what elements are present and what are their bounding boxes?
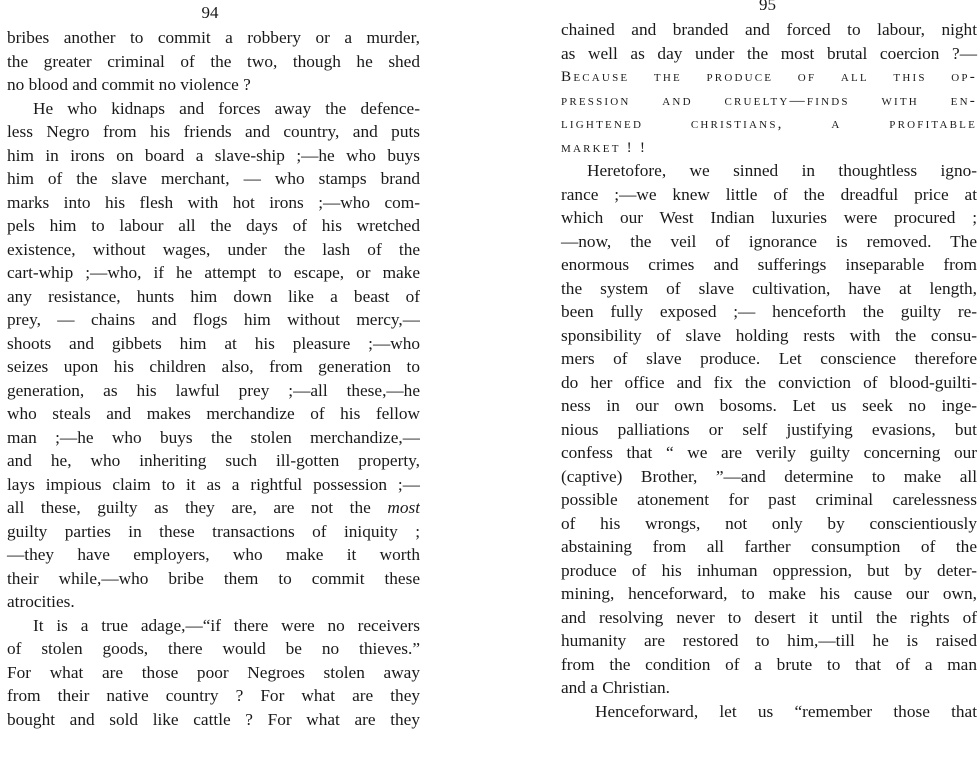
text-line: their while,—who bribe them to commit these <box>7 568 420 588</box>
text-line: bought and sold like cattle ? For what are they <box>7 709 420 729</box>
text-line: rance ;—we knew little of the dreadful price at <box>561 184 977 204</box>
text-line: He who kidnaps and forces away the defence- <box>33 98 420 118</box>
text-line: cart-whip ;—who, if he attempt to escape, or make <box>7 263 420 282</box>
emphasis-line: Because the produce of all this op- <box>561 68 977 85</box>
text-line: (captive) Brother, ”—and determine to make all <box>561 466 977 486</box>
text-line: Henceforward, let us “remember those that <box>595 701 977 721</box>
emphasis-line: lightened christians, a profitable <box>561 115 977 132</box>
text-line: guilty parties in these transactions of iniquity ; <box>7 521 420 541</box>
text-line: sponsibility of slave holding rests with the consu- <box>561 325 977 345</box>
text-line: Heretofore, we sinned in thoughtless igno- <box>587 161 977 180</box>
text-line: marks into his flesh with hot irons ;—who com- <box>7 192 420 212</box>
text-line <box>7 496 420 520</box>
text-line: prey, — chains and flogs him without mercy,— <box>7 310 420 329</box>
text-line: bribes another to commit a robbery or a murder, <box>7 28 420 47</box>
page-text <box>0 26 420 731</box>
emphasis-line: market ! ! <box>561 138 648 156</box>
text-line: from their native country ? For what are they <box>7 686 420 705</box>
left-page <box>0 0 420 775</box>
page-number: 94 <box>201 3 219 22</box>
emphasis-line: pression and cruelty—finds with en- <box>561 91 977 109</box>
text-line: of his wrongs, not only by conscientiously <box>561 513 977 533</box>
text-line: seizes upon his children also, from generation to <box>7 357 420 376</box>
text-line-start: all these, guilty as they are, are not the <box>7 498 388 517</box>
text-line: and resolving never to desert it until the rights of <box>561 607 977 627</box>
text-line: of stolen goods, there would be no thieves.” <box>7 639 420 658</box>
text-line: him of the slave merchant, — who stamps brand <box>7 169 420 188</box>
text-line: existence, without wages, under the lash of the <box>7 239 420 259</box>
text-line: —they have employers, who make it worth <box>7 545 420 564</box>
text-line: from the condition of a brute to that of a man <box>561 654 977 674</box>
text-line: him in irons on board a slave-ship ;—he who buys <box>7 145 420 165</box>
text-line: lays impious claim to it as a rightful possession ;— <box>7 474 420 494</box>
text-line: abstaining from all farther consumption of the <box>561 537 977 556</box>
page-text <box>555 18 980 723</box>
text-line: confess that “ we are verily guilty concerning our <box>561 443 977 462</box>
text-line: —now, the veil of ignorance is removed. The <box>561 231 977 251</box>
emphasis-word: most <box>387 498 420 517</box>
text-line: been fully exposed ;— henceforth the guilty re- <box>561 302 977 321</box>
text-line: and a Christian. <box>561 678 670 697</box>
text-line: as well as day under the most brutal coercion ?— <box>561 43 977 63</box>
text-line: the greater criminal of the two, though he shed <box>7 51 420 71</box>
page-number: 95 <box>759 0 776 14</box>
text-line: man ;—he who buys the stolen merchandize,— <box>7 427 420 447</box>
text-line: less Negro from his friends and country, and puts <box>7 122 420 141</box>
text-line: mers of slave produce. Let conscience therefore <box>561 349 977 368</box>
text-line: possible atonement for past criminal carelessness <box>561 490 977 509</box>
text-line: atrocities. <box>7 592 75 611</box>
text-line: generation, as his lawful prey ;—all these,—he <box>7 380 420 400</box>
text-line: chained and branded and forced to labour, night <box>561 20 977 39</box>
text-line: pels him to labour all the days of his wretched <box>7 216 420 235</box>
text-line: produce of his inhuman oppression, but by deter- <box>561 560 977 580</box>
right-page <box>555 0 980 775</box>
text-line: humanity are restored to him,—till he is raised <box>561 631 977 650</box>
text-line: do her office and fix the conviction of blood-guilti- <box>561 372 977 392</box>
text-line: and he, who inheriting such ill-gotten property, <box>7 451 420 470</box>
text-line: which our West Indian luxuries were procured ; <box>561 208 977 227</box>
text-line: mining, henceforward, to make his cause our own, <box>561 584 977 603</box>
text-line: the system of slave cultivation, have at length, <box>561 278 977 298</box>
text-line: who steals and makes merchandize of his fellow <box>7 404 420 423</box>
text-line: enormous crimes and sufferings inseparable from <box>561 255 977 274</box>
text-line: ness in our own bosoms. Let us seek no inge- <box>561 396 977 415</box>
text-line: nious palliations or self justifying evasions, but <box>561 419 977 439</box>
text-line: no blood and commit no violence ? <box>7 75 251 94</box>
text-line: any resistance, hunts him down like a beast of <box>7 286 420 306</box>
text-line: For what are those poor Negroes stolen away <box>7 662 420 682</box>
text-line: It is a true adage,—“if there were no receivers <box>33 615 420 635</box>
text-line: shoots and gibbets him at his pleasure ;—who <box>7 333 420 353</box>
